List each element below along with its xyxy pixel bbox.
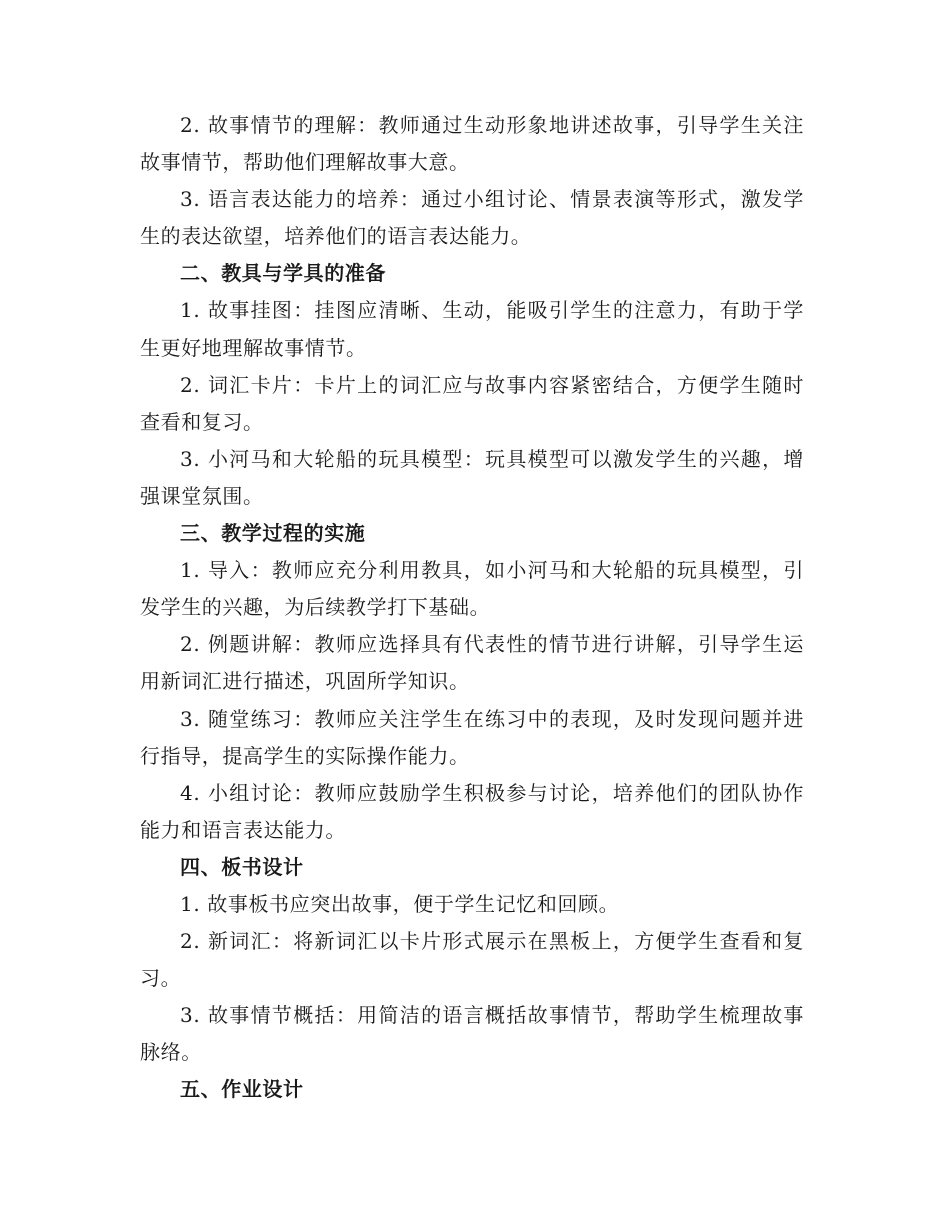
paragraph-plot-summary: 3. 故事情节概括：用简洁的语言概括故事情节，帮助学生梳理故事脉络。 xyxy=(140,1003,804,1065)
paragraph-story-board: 1. 故事板书应突出故事，便于学生记忆和回顾。 xyxy=(180,891,620,916)
paragraph-introduction: 1. 导入：教师应充分利用教具，如小河马和大轮船的玩具模型，引发学生的兴趣，为后续教学打下基础。 xyxy=(140,558,804,620)
section-heading-board-design: 四、板书设计 xyxy=(180,854,304,879)
paragraph-group-discussion: 4. 小组讨论：教师应鼓励学生积极参与讨论，培养他们的团队协作能力和语言表达能力。 xyxy=(140,780,804,842)
paragraph-new-vocabulary: 2. 新词汇：将新词汇以卡片形式展示在黑板上，方便学生查看和复习。 xyxy=(140,929,804,991)
section-heading-homework-design: 五、作业设计 xyxy=(180,1077,304,1102)
section-heading-teaching-aids: 二、教具与学具的准备 xyxy=(180,261,386,286)
paragraph-toy-models: 3. 小河马和大轮船的玩具模型：玩具模型可以激发学生的兴趣，增强课堂氛围。 xyxy=(140,446,804,508)
paragraph-story-plot-understanding: 2. 故事情节的理解：教师通过生动形象地讲述故事，引导学生关注故事情节，帮助他们理解故事大意。 xyxy=(140,113,804,175)
paragraph-vocabulary-cards: 2. 词汇卡片：卡片上的词汇应与故事内容紧密结合，方便学生随时查看和复习。 xyxy=(140,372,804,434)
document-page xyxy=(140,107,804,1109)
paragraph-language-expression: 3. 语言表达能力的培养：通过小组讨论、情景表演等形式，激发学生的表达欲望，培养他们的语言表达能力。 xyxy=(140,187,804,249)
paragraph-in-class-practice: 3. 随堂练习：教师应关注学生在练习中的表现，及时发现问题并进行指导，提高学生的实际操作能力。 xyxy=(140,706,804,768)
section-heading-teaching-process: 三、教学过程的实施 xyxy=(180,521,366,546)
paragraph-example-explanation: 2. 例题讲解：教师应选择具有代表性的情节进行讲解，引导学生运用新词汇进行描述，巩固所学知识。 xyxy=(140,632,804,694)
paragraph-story-wall-chart: 1. 故事挂图：挂图应清晰、生动，能吸引学生的注意力，有助于学生更好地理解故事情节。 xyxy=(140,298,804,360)
